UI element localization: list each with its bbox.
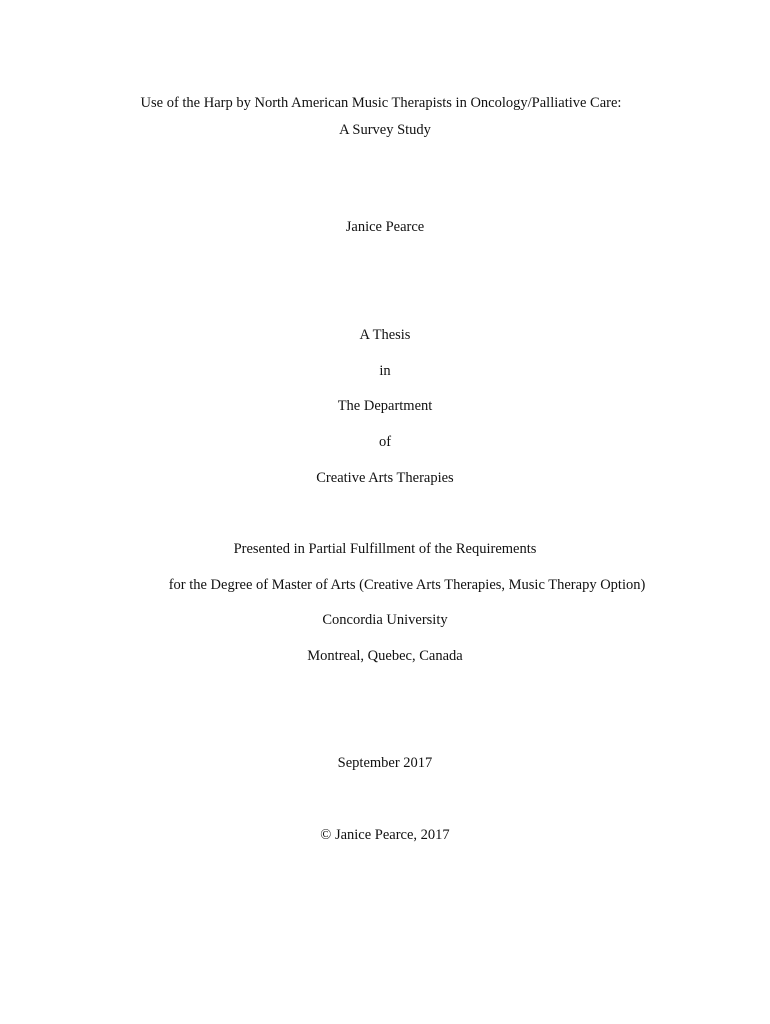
department-label: The Department [337,398,433,414]
copyright-notice: © Janice Pearce, 2017 [320,827,450,843]
presented-line-1: Presented in Partial Fulfillment of the Requirements [233,541,537,557]
author-name: Janice Pearce [345,219,425,235]
title-line-2: A Survey Study [339,122,431,138]
in-word: in [379,363,391,379]
thesis-label: A Thesis [359,327,411,343]
department-name: Creative Arts Therapies [316,470,454,486]
title-line-1: Use of the Harp by North American Music Therapists in Oncology/Palliative Care: [140,95,622,111]
presented-line-2: for the Degree of Master of Arts (Creative Arts Therapies, Music Therapy Option) [168,577,646,593]
university-name: Concordia University [322,612,448,628]
location: Montreal, Quebec, Canada [307,648,463,664]
submission-date: September 2017 [337,755,433,771]
of-word: of [378,434,392,450]
